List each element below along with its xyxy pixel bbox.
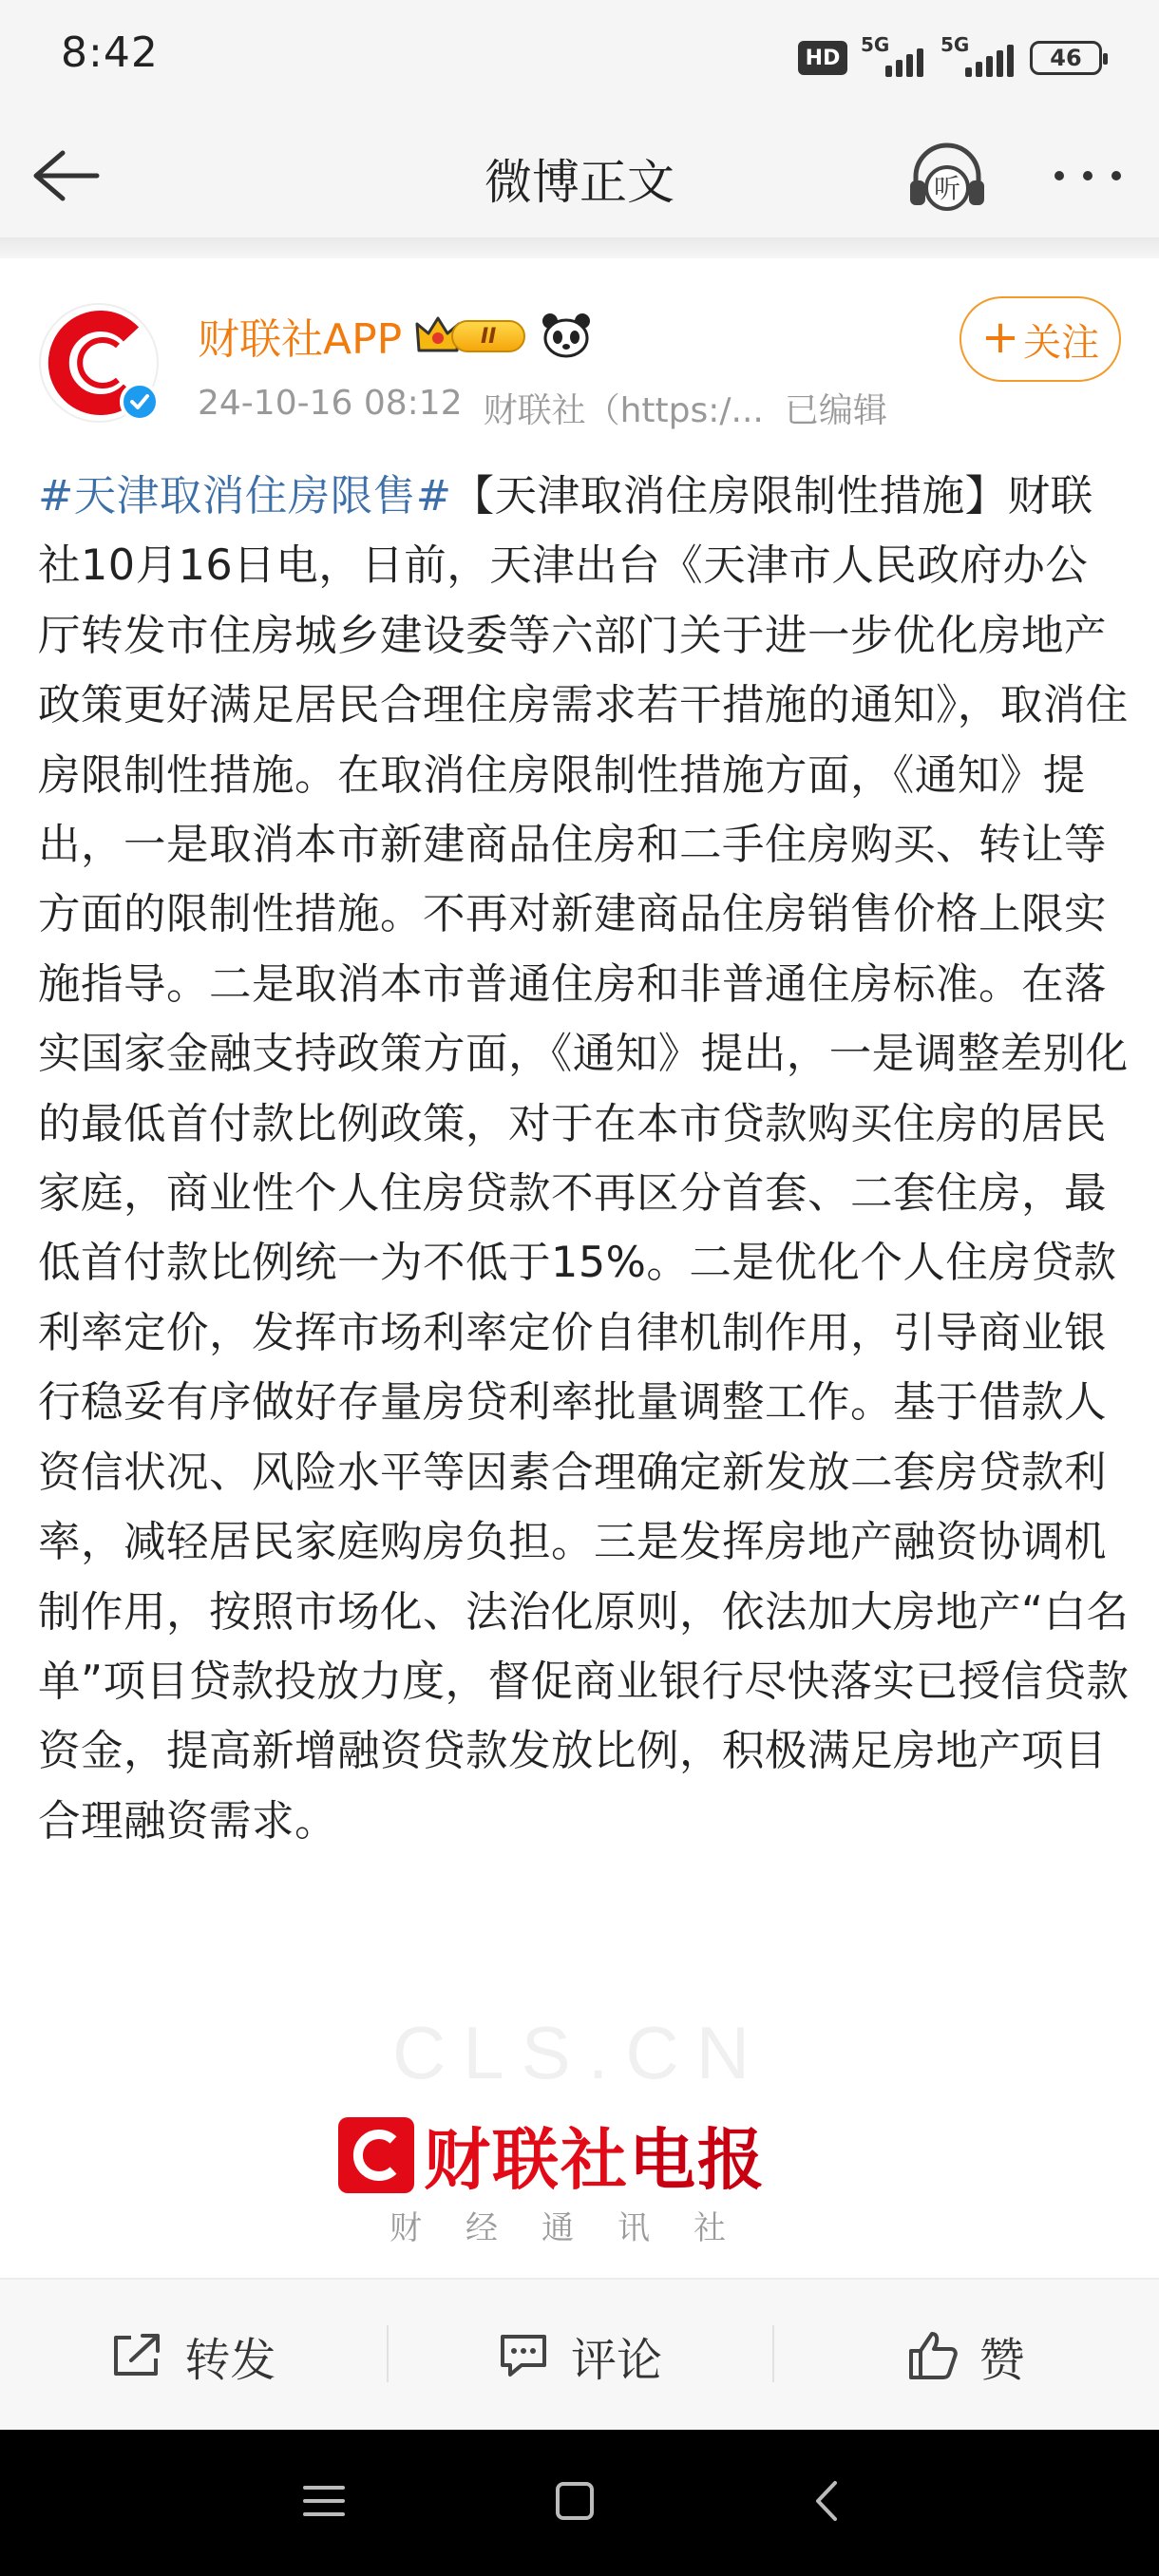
top-nav-bar [0,114,1159,237]
status-time: 8:42 [61,28,159,77]
repost-label: 转发 [184,2333,276,2387]
author-line [198,302,592,369]
status-icons [798,34,1102,82]
headphones-icon [906,139,988,215]
network-type-label: 5G [861,33,890,56]
post-text [38,462,1130,1856]
thumbs-up-icon [907,2330,959,2381]
logo-subtitle: 财经通讯社 [390,2209,770,2247]
comment-icon [497,2331,550,2380]
home-square-icon [552,2478,598,2524]
follow-label: 关注 [1023,320,1100,365]
follow-button[interactable] [960,296,1121,382]
vip-level-label: II [451,320,525,352]
menu-button[interactable] [291,2472,357,2529]
post-content: 【天津取消住房限制性措施】财联社10月16日电，日前，天津出台《天津市人民政府办公厅转发市住房城乡建设委等六部门关于进一步优化房地产政策更好满足居民合理住房需求若干措施的通知》，取消住房限制性措施。在取消住房限制性措施方面，《通知》提出，一是取消本市新建商品住房和二手住房购买、转让等方面的限制性措施。不再对新建商品住房销售价格上限实施指导。二是取消本市普通住房和非普通住房标准。在落实国家金融支持政策方面，《通知》提出，一是调整差别化的最低首付款比例政策，对于在本市贷款购买住房的居民家庭，商业性个人住房贷款不再区分首套、二套住房，最低首付款比例统一为不低于15%。二是优化个人住房贷款利率定价，发挥市场利率定价自律机制作用，引导商业银行稳妥有序做好存量房贷利率批量调整工作。基于借款人资信状况、风险水平等因素合理确定新发放二套房贷款利率，减轻居民家庭购房负担。三是发挥房地产融资协调机制作用，按照市场化、法治化原则，依法加大房地产“白名单”项目贷款投放力度，督促商业银行尽快落实已授信贷款资金，提高新增融资贷款发放比例，积极满足房地产项目合理融资需求。 [38,472,1130,1846]
plus-icon: + [980,311,1020,364]
edited-label[interactable]: 已编辑 [784,391,887,430]
battery-icon: 46 [1030,41,1102,75]
panda-icon [541,312,592,359]
author-name[interactable]: 财联社APP [198,315,403,364]
signal-icon [940,33,1016,77]
listen-button[interactable] [906,139,988,215]
logo-text-main: 财联社 [424,2121,629,2199]
share-icon [110,2332,163,2379]
hashtag-link[interactable]: #天津取消住房限售# [38,472,452,521]
signal-icon [861,33,927,77]
status-bar [0,0,1159,114]
cls-c-logo-icon [338,2117,414,2193]
post-action-bar [0,2278,1159,2432]
page-title: 微博正文 [484,155,674,210]
menu-icon [301,2482,347,2520]
back-chevron-icon [808,2477,846,2525]
vip-badge[interactable] [413,313,529,358]
comment-label: 评论 [571,2333,663,2387]
post-meta [198,384,887,432]
system-nav-bar [0,2430,1159,2576]
network-type-label: 5G [940,33,970,56]
hd-icon: HD [798,41,847,75]
image-watermark: CLS.CN [391,2011,768,2094]
like-label: 赞 [978,2333,1025,2387]
repost-button[interactable] [0,2280,387,2432]
post-date: 24-10-16 08:12 [198,384,463,423]
post-image[interactable] [323,2012,836,2259]
logo-text-telegraph: 电报 [629,2121,766,2199]
verified-badge-icon [120,382,160,422]
more-button[interactable] [1045,142,1130,209]
logo-text [424,2107,766,2203]
post-source[interactable]: 财联社（https:/... [483,391,764,430]
system-back-button[interactable] [794,2472,861,2529]
listen-label: 听 [933,173,961,204]
more-dots-icon [1050,166,1126,185]
header-divider [0,237,1159,258]
home-button[interactable] [542,2472,608,2529]
like-button[interactable] [772,2280,1159,2432]
comment-button[interactable] [387,2280,773,2432]
cls-logo [338,2107,766,2203]
